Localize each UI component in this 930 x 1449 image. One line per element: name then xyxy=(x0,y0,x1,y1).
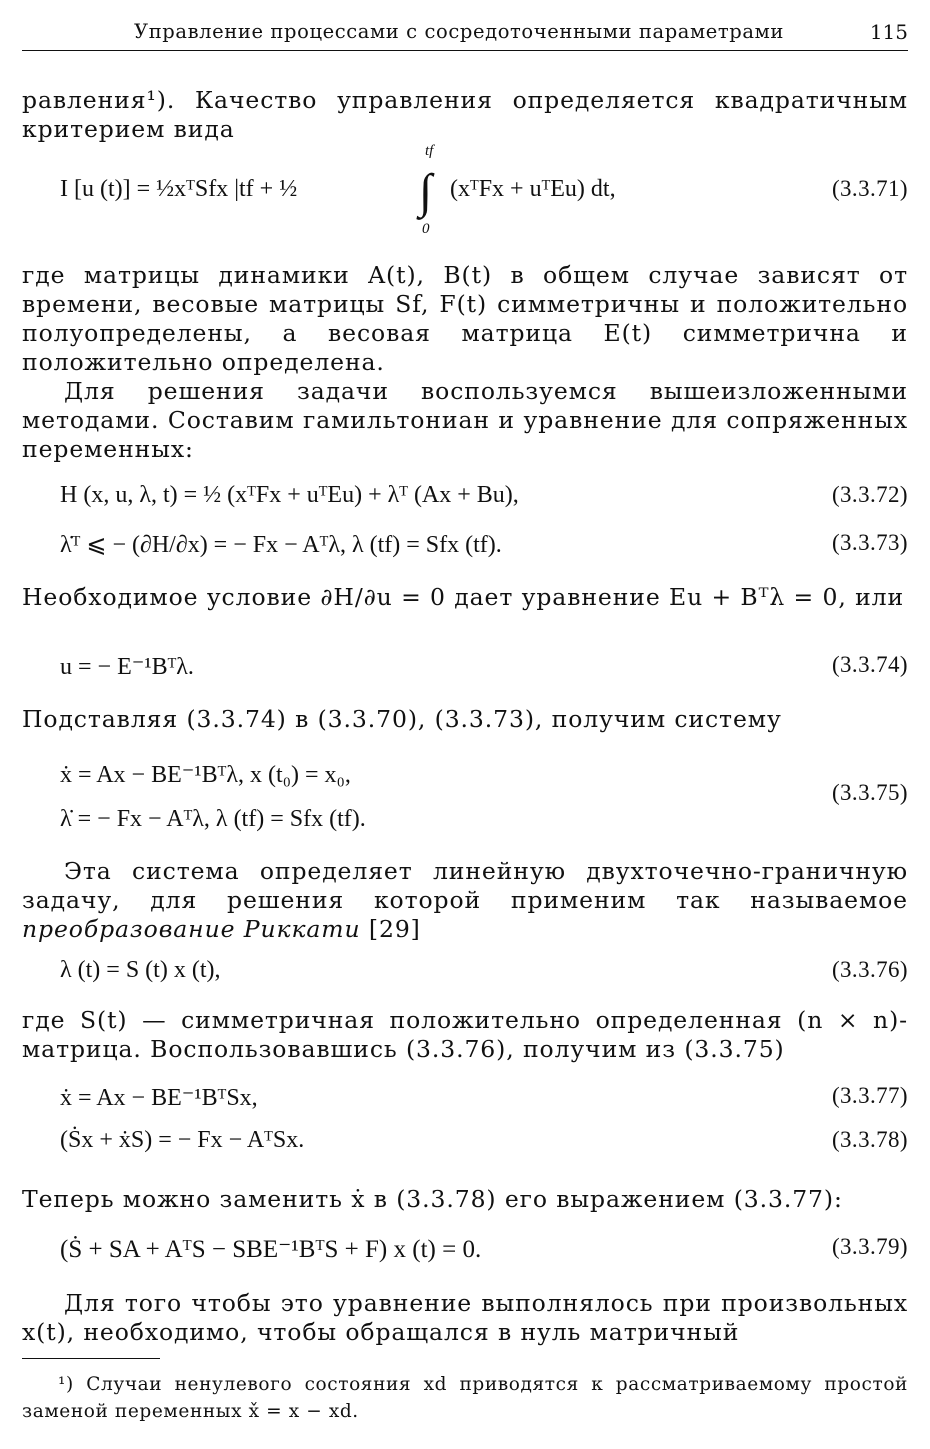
paragraph-9-text: Для того чтобы это уравнение выполнялось при произвольных x(t), необходимо, чтобы обращался в нуль матричный xyxy=(22,1289,908,1346)
equation-number-3-3-76: (3.3.76) xyxy=(831,957,908,982)
equation-number-3-3-73: (3.3.73) xyxy=(831,530,908,555)
equation-3-3-75-formula-2: λ̇ = − Fx − Aᵀλ, λ (tf) = Sfx (tf). xyxy=(60,806,366,832)
integral-upper-limit: tf xyxy=(425,143,434,159)
paragraph-6-text xyxy=(22,857,908,944)
paragraph-8-text: Теперь можно заменить ẋ в (3.3.78) его выражением (3.3.77): xyxy=(22,1185,843,1213)
paragraph-6-main: Эта система определяет линейную двухточечно-граничную задачу, для решения которой применим так называемое xyxy=(22,857,908,914)
equation-3-3-75-line-2 xyxy=(22,806,908,840)
equation-3-3-77 xyxy=(22,1083,908,1117)
paragraph-5-text: Подставляя (3.3.74) в (3.3.70), (3.3.73), получим систему xyxy=(22,705,782,733)
equation-3-3-73-formula: λ̇ᵀ ⩽ − (∂H/∂x) = − Fx − Aᵀλ, λ (tf) = Sfx (tf). xyxy=(60,532,502,558)
equation-3-3-76-formula: λ (t) = S (t) x (t), xyxy=(60,957,221,983)
equation-number-3-3-71: (3.3.71) xyxy=(831,176,908,201)
equation-3-3-72-formula: H (x, u, λ, t) = ½ (xᵀFx + uᵀEu) + λᵀ (Ax + Bu), xyxy=(60,482,519,508)
equation-number-3-3-77: (3.3.77) xyxy=(831,1083,908,1108)
equation-3-3-76 xyxy=(22,957,908,991)
equation-3-3-71-integrand: (xᵀFx + uᵀEu) dt, xyxy=(450,176,616,202)
paragraph-7 xyxy=(22,1006,908,1064)
paragraph-8 xyxy=(22,1185,908,1214)
equation-3-3-74-formula: u = − E⁻¹Bᵀλ. xyxy=(60,654,194,680)
equation-number-3-3-72: (3.3.72) xyxy=(831,482,908,507)
paragraph-7-text: где S(t) — симметричная положительно определенная (n × n)-матрица. Воспользовавшись (3.3.76), получим из (3.3.75) xyxy=(22,1006,908,1063)
equation-3-3-71 xyxy=(22,143,908,237)
running-title: Управление процессами с сосредоточенными параметрами xyxy=(134,20,784,43)
paragraph-3 xyxy=(22,377,908,464)
equation-3-3-77-formula: ẋ = Ax − BE⁻¹BᵀSx, xyxy=(60,1085,258,1111)
paragraph-1-text: равления¹). Качество управления определяется квадратичным критерием вида xyxy=(22,86,908,143)
paragraph-9 xyxy=(22,1289,908,1347)
integral-lower-limit: 0 xyxy=(422,221,430,237)
paragraph-5 xyxy=(22,705,908,734)
equation-number-3-3-78: (3.3.78) xyxy=(831,1127,908,1152)
equation-3-3-72 xyxy=(22,482,908,516)
riccati-transform-term: преобразование Риккати xyxy=(22,915,361,943)
equation-3-3-74 xyxy=(22,652,908,686)
integral-sign: ∫ xyxy=(419,165,433,218)
equation-3-3-75-formula-1: ẋ = Ax − BE⁻¹Bᵀλ, x (t₀) = x₀, xyxy=(60,762,351,788)
footnote-rule xyxy=(22,1358,160,1359)
equation-number-3-3-75: (3.3.75) xyxy=(831,780,908,805)
equation-number-3-3-74: (3.3.74) xyxy=(831,652,908,677)
page-number: 115 xyxy=(869,20,908,44)
paragraph-2 xyxy=(22,261,908,377)
footnote-text: ¹) Случаи ненулевого состояния xd приводятся к рассматриваемому простой заменой переменных x̌ = x − xd. xyxy=(22,1374,908,1422)
equation-3-3-78 xyxy=(22,1127,908,1161)
equation-number-3-3-79: (3.3.79) xyxy=(831,1234,908,1259)
paragraph-1 xyxy=(22,86,908,144)
footnote xyxy=(22,1371,908,1425)
equation-3-3-71-lhs: I [u (t)] = ½xᵀSfx |tf + ½ xyxy=(60,176,298,202)
paragraph-3-text: Для решения задачи воспользуемся вышеизложенными методами. Составим гамильтониан и уравнение для сопряженных переменных: xyxy=(22,377,908,463)
paragraph-2-text: где матрицы динамики A(t), B(t) в общем случае зависят от времени, весовые матрицы Sf, F(t) симметричны и положительно полуопределены, а весовая матрица E(t) симметрична и положительно определена. xyxy=(22,261,908,376)
paragraph-4 xyxy=(22,583,908,612)
equation-3-3-79-formula: (Ṡ + SA + AᵀS − SBE⁻¹BᵀS + F) x (t) = 0. xyxy=(60,1236,482,1263)
citation-29: [29] xyxy=(368,915,421,943)
paragraph-4-text: Необходимое условие ∂H/∂u = 0 дает уравнение Eu + Bᵀλ = 0, или xyxy=(22,583,905,611)
paragraph-6 xyxy=(22,857,908,944)
equation-3-3-79 xyxy=(22,1234,908,1268)
equation-3-3-75-line-1 xyxy=(22,760,908,794)
running-header xyxy=(22,14,908,51)
equation-3-3-78-formula: (Ṡx + ẋS) = − Fx − AᵀSx. xyxy=(60,1127,305,1153)
equation-3-3-73 xyxy=(22,530,908,564)
book-page xyxy=(22,0,908,1449)
